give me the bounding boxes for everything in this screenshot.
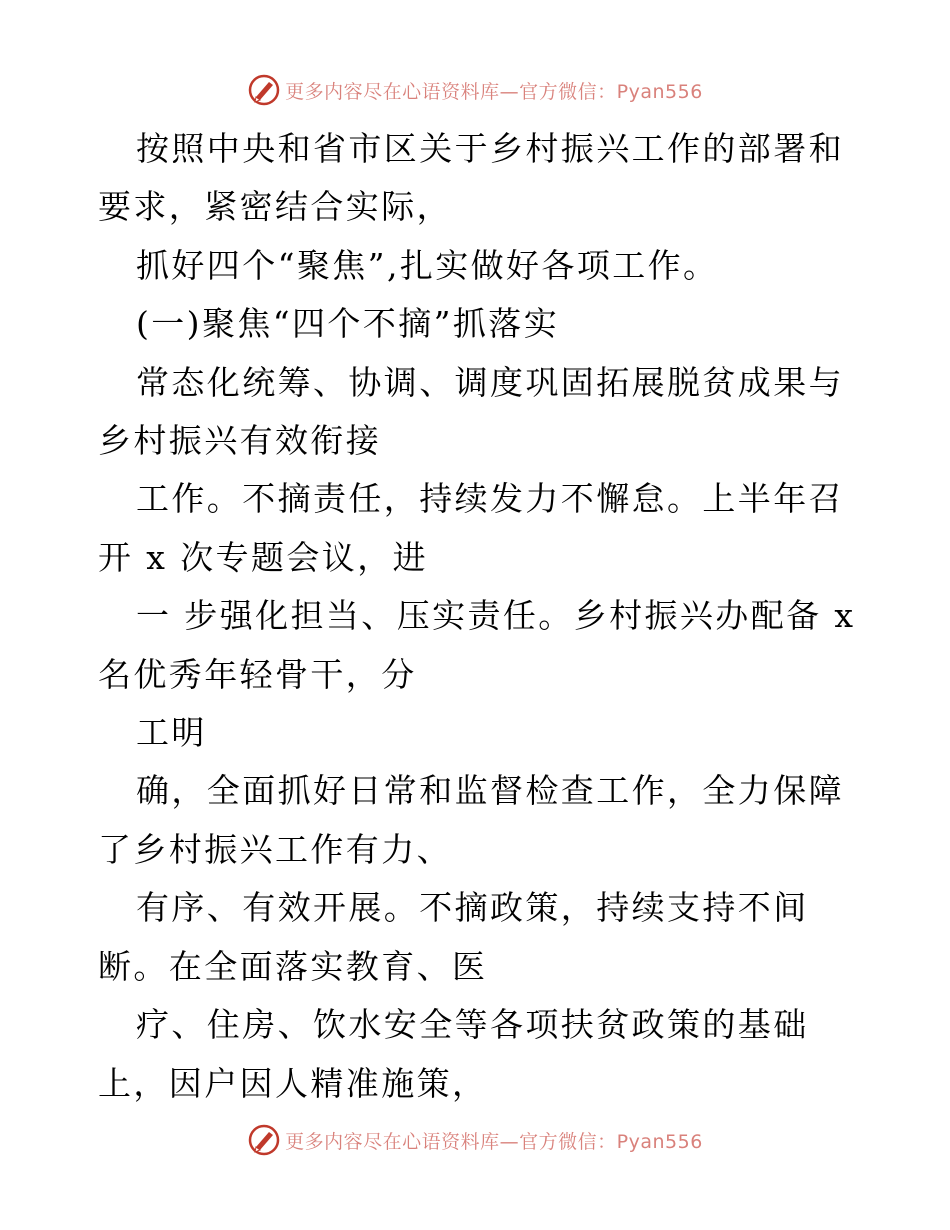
pen-seal-icon: [247, 73, 281, 107]
paragraph: 按照中央和省市区关于乡村振兴工作的部署和要求，紧密结合实际，: [98, 129, 844, 227]
pen-seal-icon: [247, 1123, 281, 1157]
watermark-text: 更多内容尽在心语资料库—官方微信：Pyan556: [285, 1130, 703, 1153]
paragraph: 确，全面抓好日常和监督检查工作，全力保障了乡村振兴工作有力、: [98, 771, 844, 869]
paragraph: 疗、住房、饮水安全等各项扶贫政策的基础上，因户因人精准施策，: [98, 1005, 809, 1103]
paragraph: 一 步强化担当、压实责任。乡村振兴办配备 x 名优秀年轻骨干，分: [98, 596, 856, 694]
paragraph: 工明: [136, 713, 207, 753]
document-body: [98, 120, 858, 1113]
paragraph: 有序、有效开展。不摘政策，持续支持不间断。在全面落实教育、医: [98, 888, 809, 986]
section-heading: (一)聚焦“四个不摘”抓落实: [136, 304, 560, 344]
watermark-text: 更多内容尽在心语资料库—官方微信：Pyan556: [285, 80, 703, 103]
watermark-footer: [0, 1122, 950, 1158]
watermark-header: [0, 72, 950, 108]
paragraph: 常态化统筹、协调、调度巩固拓展脱贫成果与乡村振兴有效衔接: [98, 362, 844, 461]
paragraph: 抓好四个“聚焦”,扎实做好各项工作。: [136, 245, 719, 285]
paragraph: 工作。不摘责任，持续发力不懈怠。上半年召开 x 次专题会议，进: [98, 479, 844, 577]
